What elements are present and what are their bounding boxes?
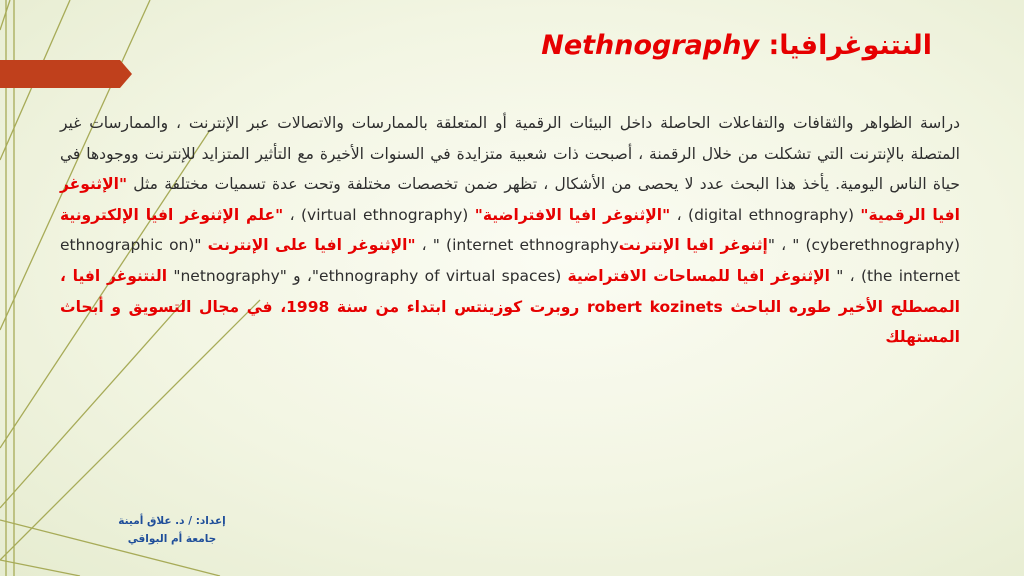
paragraph-text: (virtual ethnography) ، bbox=[283, 205, 475, 224]
paragraph-text: internet ethnography) " ، bbox=[415, 236, 619, 255]
author-block bbox=[92, 512, 252, 548]
highlighted-term: "الإثنوغر افيا الافتراضية" bbox=[474, 205, 671, 224]
title-arabic: النتنوغرافيا: bbox=[768, 30, 932, 61]
title-english: Nethnography bbox=[541, 30, 760, 61]
highlighted-term: الإثنوغر افيا للمساحات الافتراضية bbox=[567, 266, 830, 285]
paragraph-text: (digital ethnography) ، bbox=[670, 205, 861, 224]
paragraph-text: دراسة الظواهر والثقافات والتفاعلات الحاصلة داخل البيئات الرقمية أو المتعلقة بالممارسات والاتصالات عبر الإنترنت ، والممارسات غير المتصلة بالإنترنت التي تشكلت من خلال الرقمنة ، أصبحت ذات شعبية متزايدة في السنوات الأخيرة مع التأثير المتزايد للإنترنت ووجودها في حياة الناس اليومية. يأخذ هذا البحث عدد لا يحصى من الأشكال ، تظهر ضمن تخصصات مختلفة وتحت عدة تسميات مختلفة مثل bbox=[60, 114, 960, 194]
highlighted-term: "علم الإثنوغر افيا الإلكترونية bbox=[60, 205, 284, 224]
slide-title bbox=[541, 30, 932, 61]
arrow-banner bbox=[0, 60, 132, 88]
highlighted-term: "الإثنوغر افيا على الإنترنت bbox=[207, 236, 416, 255]
highlighted-term: إثنوغر افيا الإنترنت bbox=[618, 236, 768, 255]
university-name: جامعة أم البواقي bbox=[127, 533, 217, 545]
paragraph-text: "(ethnographic on the internet) ، " bbox=[60, 236, 960, 285]
author-name: إعداد: / د. علاق أمينة bbox=[118, 515, 226, 527]
paragraph-text: (ethnography of virtual spaces"، و "netnography" bbox=[167, 266, 568, 285]
paragraph-text: (cyberethnography) " ، " bbox=[767, 236, 961, 255]
definition-paragraph bbox=[60, 108, 960, 353]
highlighted-term: النتنوغر افيا ، المصطلح الأخير طوره الباحث robert kozinets روبرت كوزينتس ابتداء من سنة 1998، في مجال التسويق و أبحاث المستهلك bbox=[60, 266, 960, 347]
highlighted-term: "الإثنوغر افيا الرقمية" bbox=[60, 175, 960, 224]
